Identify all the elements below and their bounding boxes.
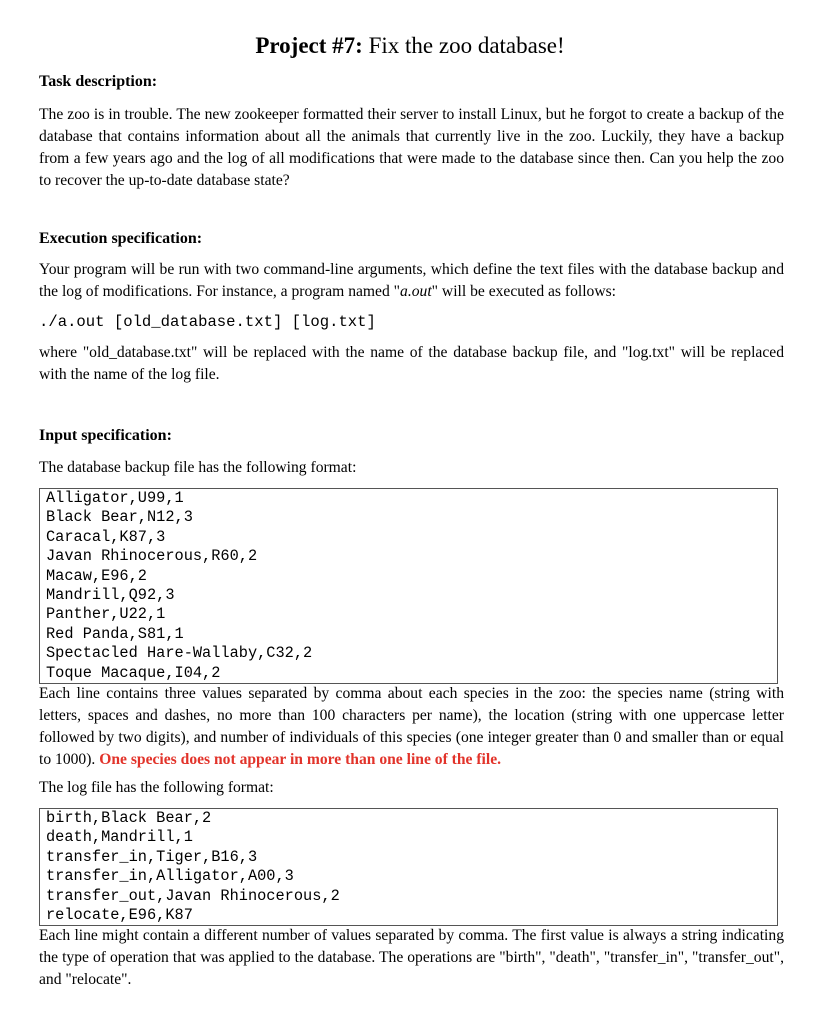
log-line: transfer_in,Alligator,A00,3 [46,867,294,886]
log-intro: The log file has the following format: [39,779,274,796]
execution-description [39,259,784,303]
log-description: Each line might contain a different number of values separated by comma. The first value is always a string indicating the type of operation that was applied to the database. The operations are "birth", "death", "transfer_in", "transfer_out", and "relocate". [39,927,784,988]
db-line: Spectacled Hare-Wallaby,C32,2 [46,644,313,663]
log-line: relocate,E96,K87 [46,906,193,925]
execution-args-description: where "old_database.txt" will be replaced with the name of the database backup file, and "log.txt" will be replaced with the name of the log file. [39,344,784,383]
db-line: Alligator,U99,1 [46,489,184,507]
input-heading: Input specification: [39,427,172,444]
db-line: Macaw,E96,2 [46,566,147,585]
title-bold: Project #7: [255,33,363,58]
db-line: Black Bear,N12,3 [46,508,193,527]
db-line: Mandrill,Q92,3 [46,586,175,605]
execution-text-pre: Your program will be run with two command-line arguments, which define the text files with the database backup and the log of modifications. For instance, a program named " [39,261,784,300]
log-line: death,Mandrill,1 [46,828,193,847]
database-intro: The database backup file has the following format: [39,459,357,476]
log-code-box [39,808,778,926]
db-line: Toque Macaque,I04,2 [46,663,221,682]
command-example: ./a.out [old_database.txt] [log.txt] [39,313,376,331]
db-line: Javan Rhinocerous,R60,2 [46,547,258,566]
database-code-box [39,488,778,684]
execution-heading: Execution specification: [39,230,203,247]
log-line: transfer_out,Javan Rhinocerous,2 [46,886,340,905]
execution-text-post: " will be executed as follows: [431,283,617,300]
database-desc-text: Each line contains three values separated by comma about each species in the zoo: the species name (string with letters, spaces and dashes, no more than 100 characters per name), the location (string with one uppercase letter followed by two digits), and number of individuals of this species (one integer greater than 0 and smaller than or equal to 1000). [39,685,784,768]
db-line: Panther,U22,1 [46,605,166,624]
log-line: birth,Black Bear,2 [46,809,212,827]
program-name: a.out [400,283,432,300]
log-line: transfer_in,Tiger,B16,3 [46,847,258,866]
db-line: Red Panda,S81,1 [46,624,184,643]
page-title [0,32,820,60]
unique-species-note: One species does not appear in more than one line of the file. [99,751,502,768]
database-description [39,683,784,771]
db-line: Caracal,K87,3 [46,527,166,546]
task-heading: Task description: [39,73,158,90]
title-rest: Fix the zoo database! [362,33,565,58]
task-description: The zoo is in trouble. The new zookeeper formatted their server to install Linux, but he forgot to create a backup of the database that contains information about all the animals that currently live in the zoo. Luckily, they have a backup from a few years ago and the log of all modifications that were made to the database since then. Can you help the zoo to recover the up-to-date database state? [39,106,784,189]
